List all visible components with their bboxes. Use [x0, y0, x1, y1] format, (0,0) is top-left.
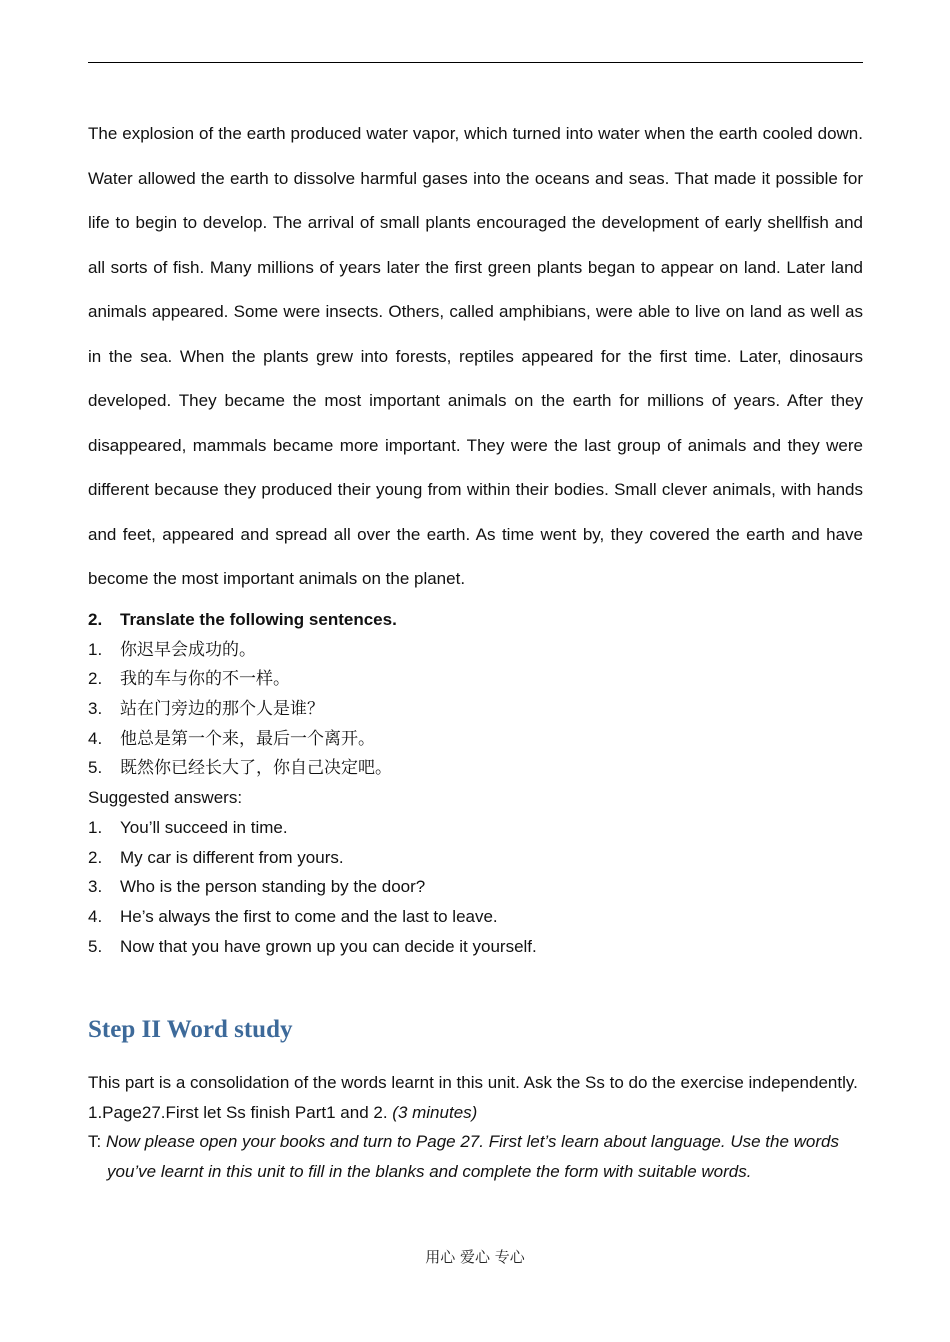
suggested-answers-label: Suggested answers:: [88, 788, 243, 808]
item-text: You’ll succeed in time.: [120, 817, 288, 837]
item-text: 我的车与你的不一样。: [120, 669, 290, 690]
list-item: [88, 843, 863, 873]
item-number: 5.: [88, 758, 103, 778]
item-number: 4.: [88, 728, 103, 748]
item-number: 1.: [88, 817, 103, 837]
item-text: 站在门旁边的那个人是谁？: [120, 699, 324, 720]
task-text: 1.Page27.First let Ss finish Part1 and 2.: [88, 1102, 393, 1122]
item-number: 1.: [88, 639, 103, 659]
item-number: 3.: [88, 699, 103, 719]
item-text: He’s always the first to come and the last to leave.: [120, 906, 498, 926]
list-item: [88, 664, 863, 694]
list-item: [88, 694, 863, 724]
item-number: 3.: [88, 877, 103, 897]
exercise-title: Translate the following sentences.: [120, 610, 397, 629]
task-line: [88, 1098, 863, 1128]
item-text: My car is different from yours.: [120, 847, 344, 867]
item-number: 2.: [88, 669, 103, 689]
list-item: [88, 872, 863, 902]
body-paragraph: The explosion of the earth produced water vapor, which turned into water when the earth cooled down. Water allowed the earth to dissolve harmful gases into the oceans and seas. That made it possible for life to begin to develop. The arrival of small plants encouraged the development of early shellfish and all sorts of fish. Many millions of years later the first green plants began to appear on land. Later land animals appeared. Some were insects. Others, called amphibians, were able to live on land as well as in the sea. When the plants grew into forests, reptiles appeared for the first time. Later, dinosaurs developed. They became the most important animals on the earth for millions of years. After they disappeared, mammals became more important. They were the last group of animals and they were different because they produced their young from within their bodies. Small clever animals, with hands and feet, appeared and spread all over the earth. As time went by, they covered the earth and have become the most important animals on the planet.: [88, 124, 863, 588]
teacher-prefix: T:: [88, 1132, 106, 1152]
item-number: 4.: [88, 906, 103, 926]
word-study-section: [88, 1068, 863, 1187]
list-item: [88, 932, 863, 962]
item-number: 5.: [88, 936, 103, 956]
teacher-instruction: [88, 1127, 863, 1186]
item-number: 2.: [88, 847, 103, 867]
translation-exercise: [88, 605, 863, 961]
item-text: 你迟早会成功的。: [120, 639, 256, 660]
item-text: Who is the person standing by the door?: [120, 877, 426, 897]
teacher-text: Now please open your books and turn to Page 27. First let’s learn about language. Use the words you’ve learnt in this unit to fill in the blanks and complete the form with suitable words.: [105, 1132, 839, 1182]
exercise-number: 2.: [88, 610, 103, 629]
item-text: Now that you have grown up you can decide it yourself.: [120, 936, 537, 956]
section-heading: Step II Word study: [88, 1016, 293, 1043]
header-rule: [88, 62, 863, 63]
list-item: [88, 635, 863, 665]
list-item: [88, 813, 863, 843]
item-text: 既然你已经长大了，你自己决定吧。: [120, 758, 392, 779]
exercise-heading: [88, 605, 863, 635]
list-item: [88, 753, 863, 783]
list-item: [88, 724, 863, 754]
page-footer: 用心 爱心 专心: [425, 1248, 525, 1266]
section-intro: This part is a consolidation of the words learnt in this unit. Ask the Ss to do the exercise independently.: [88, 1073, 858, 1092]
task-time: (3 minutes): [392, 1102, 478, 1122]
item-text: 他总是第一个来，最后一个离开。: [120, 728, 375, 749]
list-item: [88, 902, 863, 932]
